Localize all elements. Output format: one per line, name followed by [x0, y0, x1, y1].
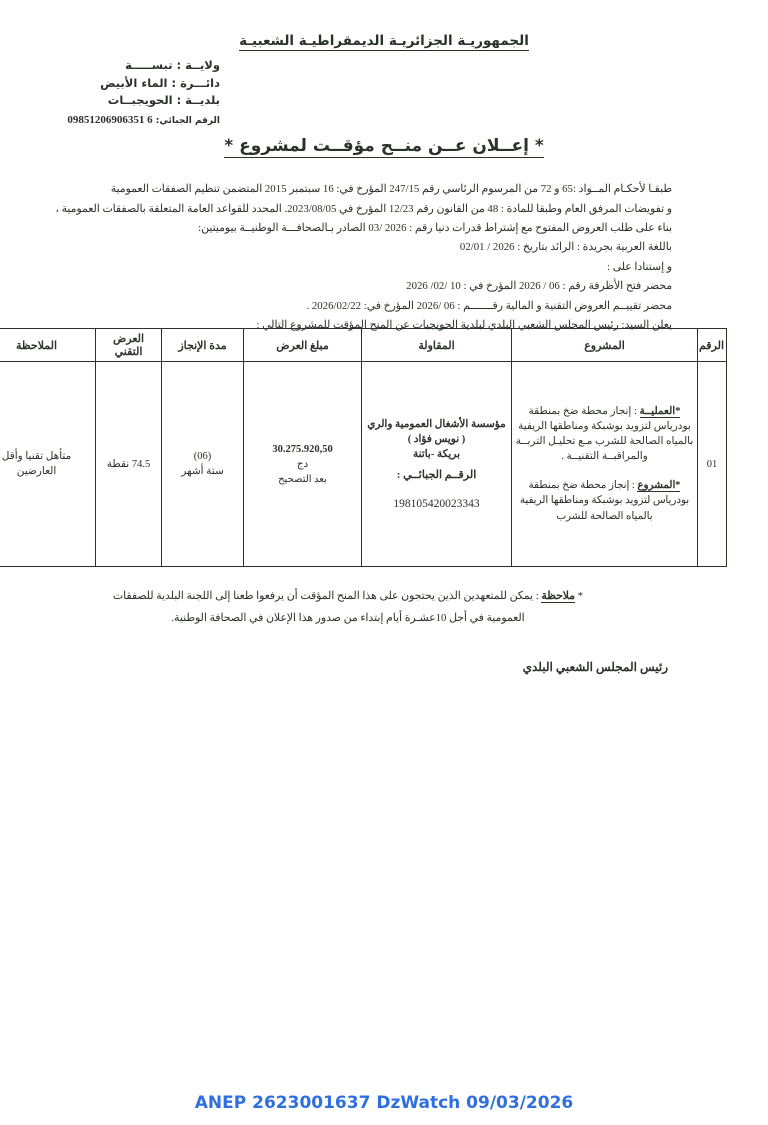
table-header-row	[0, 329, 727, 362]
duration-months-number: (06)	[193, 451, 212, 462]
intro-line-1: طبقـا لأحكـام المــواد :65 و 72 من المرسوم الرئاسي رقم 247/15 المؤرخ في: 16 سبتمبر 2015 المتضمن تنظيم الصفقات العمومية	[110, 183, 672, 195]
technical-score-unit: نقطة	[106, 458, 130, 470]
cell-row-number: 01	[698, 362, 727, 567]
cell-amount	[244, 362, 362, 567]
anep-footer: ANEP 2623001637 DzWatch 09/03/2026	[194, 1093, 574, 1113]
header-duration: مدة الإنجاز	[162, 329, 244, 362]
contractor-owner: ( نويس فؤاد )	[407, 433, 466, 445]
intro-line-2: و تفويضات المرفق العام وطبقا للمادة : 48 من القانون رقم 12/23 المؤرخ في 2023/08/05. المحدد للقواعد العامة المتعلقة بالصفقات العمومية ،	[55, 202, 672, 215]
cell-project-description	[512, 362, 698, 567]
basis-intro: و إستنادا على :	[607, 260, 672, 273]
award-table-wrapper	[1, 328, 727, 567]
fiscal-number-value: 09851206906351 6	[67, 113, 153, 126]
legal-basis-paragraph	[32, 180, 672, 239]
wilaya-line: ولايــة : تبســـــة	[125, 58, 220, 72]
contractor-nif-value: 198105420023343	[393, 497, 480, 510]
cell-technical-score	[96, 362, 162, 567]
operation-paragraph	[515, 404, 694, 464]
remark-line-2: العمومية في أجل 10عشـرة أيام إبتداء من صدور هذا الإعلان في الصحافة الوطنية.	[171, 612, 525, 624]
daira-line: دائـــرة : الماء الأبيض	[100, 75, 220, 90]
header-project: المشروع	[512, 329, 698, 362]
award-table	[0, 328, 727, 567]
cell-duration	[162, 362, 244, 567]
technical-score-value: 74.5	[131, 458, 151, 470]
remark-text-1: : يمكن للمتعهدين الذين يحتجون على هذا المنح المؤقت أن يرفعوا طعنا إلى اللجنة البلدية للصفقات	[112, 590, 542, 602]
remark-keyword: ملاحظة	[541, 590, 575, 602]
basis-item-3: يعلن السيد: رئيس المجلس الشعبي البلدي لبلدية الحويجبات عن المنح المؤقت للمشروع التالي :	[256, 319, 672, 331]
republic-heading	[0, 33, 768, 49]
project-text: : إنجاز محطة ضخ بمنطقة بودرياس لتزويد بوشبكة ومناطقها الريفية بالمياه الصالحة للشرب	[519, 479, 690, 522]
amount-value: 30.275.920,50	[272, 443, 333, 455]
contractor-city: بريكة -باتنة	[412, 448, 461, 460]
header-note: الملاحظة	[0, 329, 96, 362]
remark-asterisk: *	[574, 590, 584, 602]
amount-correction-note: بعد التصحيح	[278, 473, 327, 485]
table-row	[0, 362, 727, 567]
amount-currency: دج	[296, 458, 309, 470]
intro-line-3: بناء على طلب العروض المفتوح مع إشتراط قدرات دنيا رقم : 2026 /03 الصادر بـالصحافـــة الوطنيــة بيوميتين:	[198, 222, 672, 234]
basis-item-1: محضر فتح الأظرفة رقم : 06 / 2026 المؤرخ في : 10 /02/ 2026	[406, 280, 672, 292]
duration-months-text: ستة أشهر	[181, 466, 224, 477]
contractor-name: مؤسسة الأشغال العمومية والري	[367, 418, 506, 430]
operation-label: *العمليــة	[639, 405, 681, 417]
remark-line-1	[28, 585, 668, 607]
basis-list	[32, 238, 672, 336]
appeal-remark	[28, 585, 668, 629]
header-contractor: المقاولة	[362, 329, 512, 362]
header-num: الرقم	[698, 329, 727, 362]
page-title-text: * إعــلان عــن منــح مؤقــت لمشروع *	[224, 136, 544, 156]
baladiya-line: بلديــة : الحويجبــات	[107, 93, 220, 107]
signature-title: رئيس المجلس الشعبي البلدي	[522, 660, 668, 674]
page-title	[0, 136, 768, 156]
cell-note: متأهل تقنيا وأقل العارضين	[0, 362, 96, 567]
basis-item-2: محضر تقييــم العروض التقنية و المالية رقـــــــم : 06 /2026 المؤرخ في: 2026/02/22 .	[306, 299, 672, 312]
project-paragraph	[515, 478, 694, 525]
operation-text: : إنجاز محطة ضخ بمنطقة بودرياس لتزويد بوشبكة ومناطقها الريفية بالمياه الصالحة للشرب مـع تحليـل التربــة والمراقبــة التقنيــة .	[515, 405, 694, 462]
header-amount: مبلغ العرض	[244, 329, 362, 362]
contractor-nif-label: الرقــم الجبائــي :	[396, 468, 477, 481]
header-technical: العرض التقني	[96, 329, 162, 362]
project-label: *المشروع	[637, 479, 681, 491]
cell-contractor	[362, 362, 512, 567]
intro-line-4: باللغة العربية بجريدة : الرائد بتاريخ : 2026 / 02/01	[459, 241, 672, 253]
administrative-identity-block	[67, 57, 220, 130]
fiscal-number-line	[67, 112, 220, 131]
republic-text: الجمهوريـة الجزائريـة الديمقراطيـة الشعبيـة	[239, 33, 529, 49]
fiscal-number-label: الرقم الجبائي:	[155, 115, 220, 126]
